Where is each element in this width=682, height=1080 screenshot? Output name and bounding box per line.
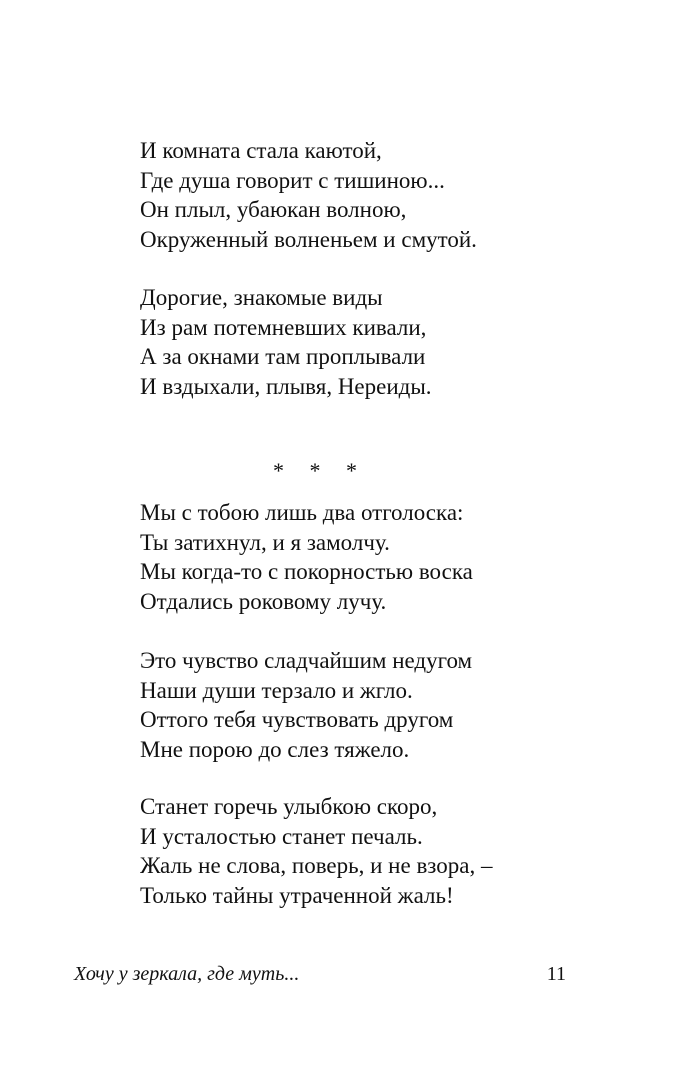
verse-line: Мы с тобою лишь два отголоска: (140, 500, 464, 525)
verse-line: Только тайны утраченной жаль! (140, 882, 454, 908)
stanza-1 (140, 136, 477, 254)
verse-line: Из рам потемневших кивали, (140, 314, 427, 340)
verse-line: И вздыхали, плывя, Нереиды. (140, 373, 432, 399)
verse-line: И комната стала каютой, (140, 138, 382, 163)
verse-line: И усталостью станет печаль. (140, 823, 423, 849)
verse-line: Мы когда-то с покорностью воска (140, 559, 473, 584)
verse-line: Дорогие, знакомые виды (140, 285, 383, 310)
verse-line: Жаль не слова, поверь, и не взора, – (140, 853, 493, 878)
verse-line: Отдались роковому лучу. (140, 588, 387, 614)
stanza-4 (140, 646, 472, 764)
verse-line: Окруженный волненьем и смутой. (140, 226, 477, 252)
stanza-5 (140, 792, 492, 910)
stanza-3 (140, 498, 473, 616)
page-number: 11 (546, 963, 566, 985)
verse-line: Ты затихнул, и я замолчу. (140, 529, 390, 555)
verse-line: Наши души терзало и жгло. (140, 677, 413, 703)
running-title: Хочу у зеркала, где муть... (74, 963, 300, 985)
verse-line: Это чувство сладчайшим недугом (140, 648, 473, 673)
verse-line: А за окнами там проплывали (140, 344, 426, 369)
verse-line: Он плыл, убаюкан волною, (140, 197, 407, 222)
verse-line: Где душа говорит с тишиною... (140, 167, 445, 193)
verse-line: Мне порою до слез тяжело. (140, 736, 410, 762)
verse-line: Оттого тебя чувствовать другом (140, 707, 454, 732)
poem-separator: * * * (273, 458, 367, 483)
stanza-2 (140, 283, 432, 401)
verse-line: Станет горечь улыбкою скоро, (140, 794, 438, 819)
